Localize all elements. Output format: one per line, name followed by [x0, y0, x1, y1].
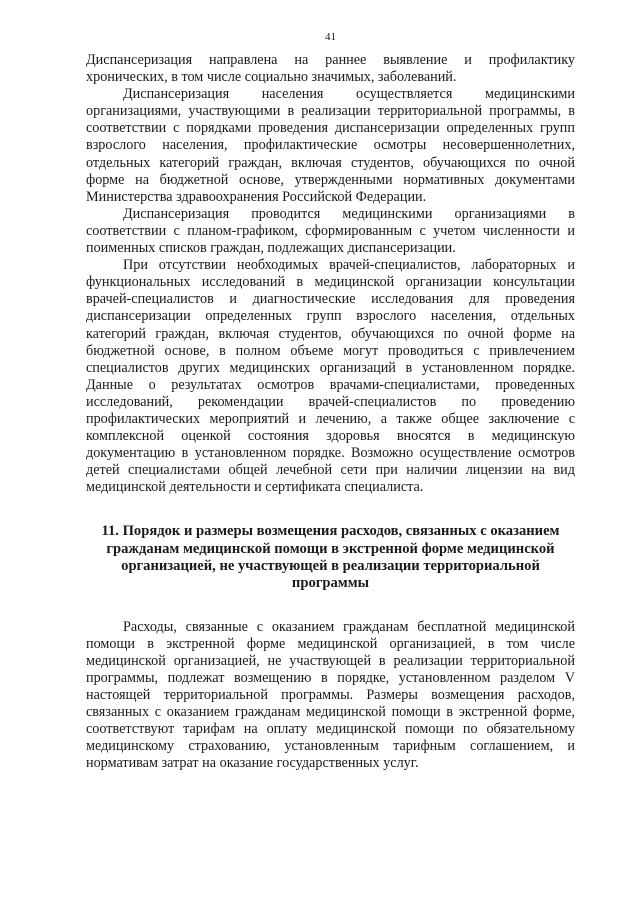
paragraph-screening-organizations: Диспансеризация населения осуществляется медицинскими организациями, участвующими в реализации территориальной программы, в соответствии с порядками проведения диспансеризации определенных групп взрослого населения, профилактические осмотры несовершеннолетних, отдельных категорий граждан, включая студентов, обучающихся по очной форме на бюджетной основе, утвержденными нормативных документами Министерства здравоохранения Российской Федерации.: [86, 86, 575, 205]
paragraph-screening-specialists: При отсутствии необходимых врачей-специалистов, лабораторных и функциональных исследований в медицинской организации консультации врачей-специалистов и диагностические исследования для проведения диспансеризации определенных групп взрослого населения, отдельных категорий граждан, включая студентов, обучающихся по очной форме на бюджетной основе, в полном объеме могут проводиться с привлечением специалистов других медицинских организаций в установленном порядке. Данные о результатах осмотров врачами-специалистами, проведенных исследований, рекомендации врачей-специалистов по проведению профилактических мероприятий и лечению, а также общее заключение с комплексной оценкой состояния здоровья вносятся в медицинскую документацию в установленном порядке. Возможно осуществление осмотров детей специалистами общей лечебной сети при наличии лицензии на вид медицинской деятельности и сертификата специалиста.: [86, 257, 575, 496]
paragraph-expense-reimbursement: Расходы, связанные с оказанием гражданам бесплатной медицинской помощи в экстренной форме медицинской организацией, в том числе медицинской организацией, не участвующей в реализации территориальной программы, подлежат возмещению в порядке, установленном разделом V настоящей территориальной программы. Размеры возмещения расходов, связанных с оказанием гражданам медицинской помощи в экстренной форме, соответствуют тарифам на оплату медицинской помощи по обязательному медицинскому страхованию, установленным тарифным соглашением, и нормативам затрат на оказание государственных услуг.: [86, 618, 575, 772]
paragraph-screening-schedule: Диспансеризация проводится медицинскими организациями в соответствии с планом-графиком, сформированным с учетом численности и поименных списков граждан, подлежащих диспансеризации.: [86, 205, 575, 257]
paragraph-screening-purpose: Диспансеризация направлена на раннее выявление и профилактику хронических, в том числе социально значимых, заболеваний.: [86, 52, 575, 86]
section-heading: 11. Порядок и размеры возмещения расходов, связанных с оказанием гражданам медицинской помощи в экстренной форме медицинской организацией, не участвующей в реализации территориальной программы: [101, 523, 560, 592]
document-page: [86, 30, 575, 772]
page-number: 41: [325, 31, 336, 43]
